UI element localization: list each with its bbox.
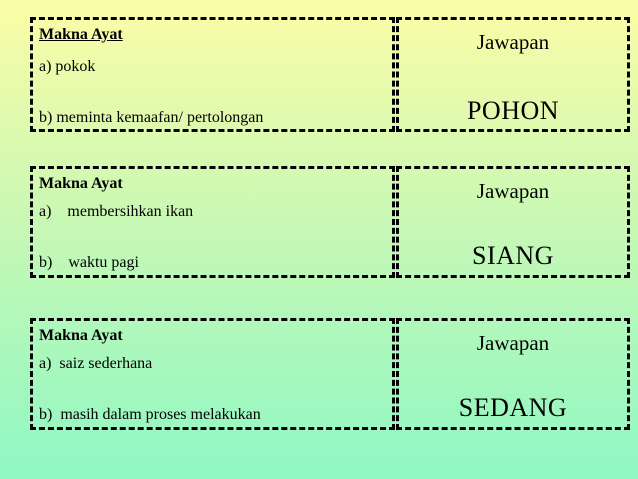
meaning-a: a) saiz sederhana [39, 355, 153, 372]
question-box-2 [30, 166, 395, 278]
question-box-3 [30, 318, 395, 430]
question-title: Makna Ayat [39, 175, 123, 192]
meaning-b: b) waktu pagi [39, 254, 139, 271]
meaning-b: b) masih dalam proses melakukan [39, 406, 261, 423]
question-box-1 [30, 17, 395, 132]
answer-word: POHON [466, 96, 560, 125]
answer-heading: Jawapan [476, 179, 550, 203]
answer-word: SEDANG [458, 393, 568, 422]
meaning-b: b) meminta kemaafan/ pertolongan [39, 109, 264, 126]
answer-word: SIANG [472, 241, 554, 270]
answer-heading: Jawapan [476, 30, 550, 54]
answer-box-1 [396, 17, 630, 132]
answer-box-3 [396, 318, 630, 430]
answer-box-2 [396, 166, 630, 278]
answer-heading: Jawapan [476, 331, 550, 355]
meaning-a: a) pokok [39, 58, 96, 75]
question-title: Makna Ayat [39, 26, 123, 43]
meaning-a: a) membersihkan ikan [39, 203, 194, 220]
question-title: Makna Ayat [39, 327, 123, 344]
